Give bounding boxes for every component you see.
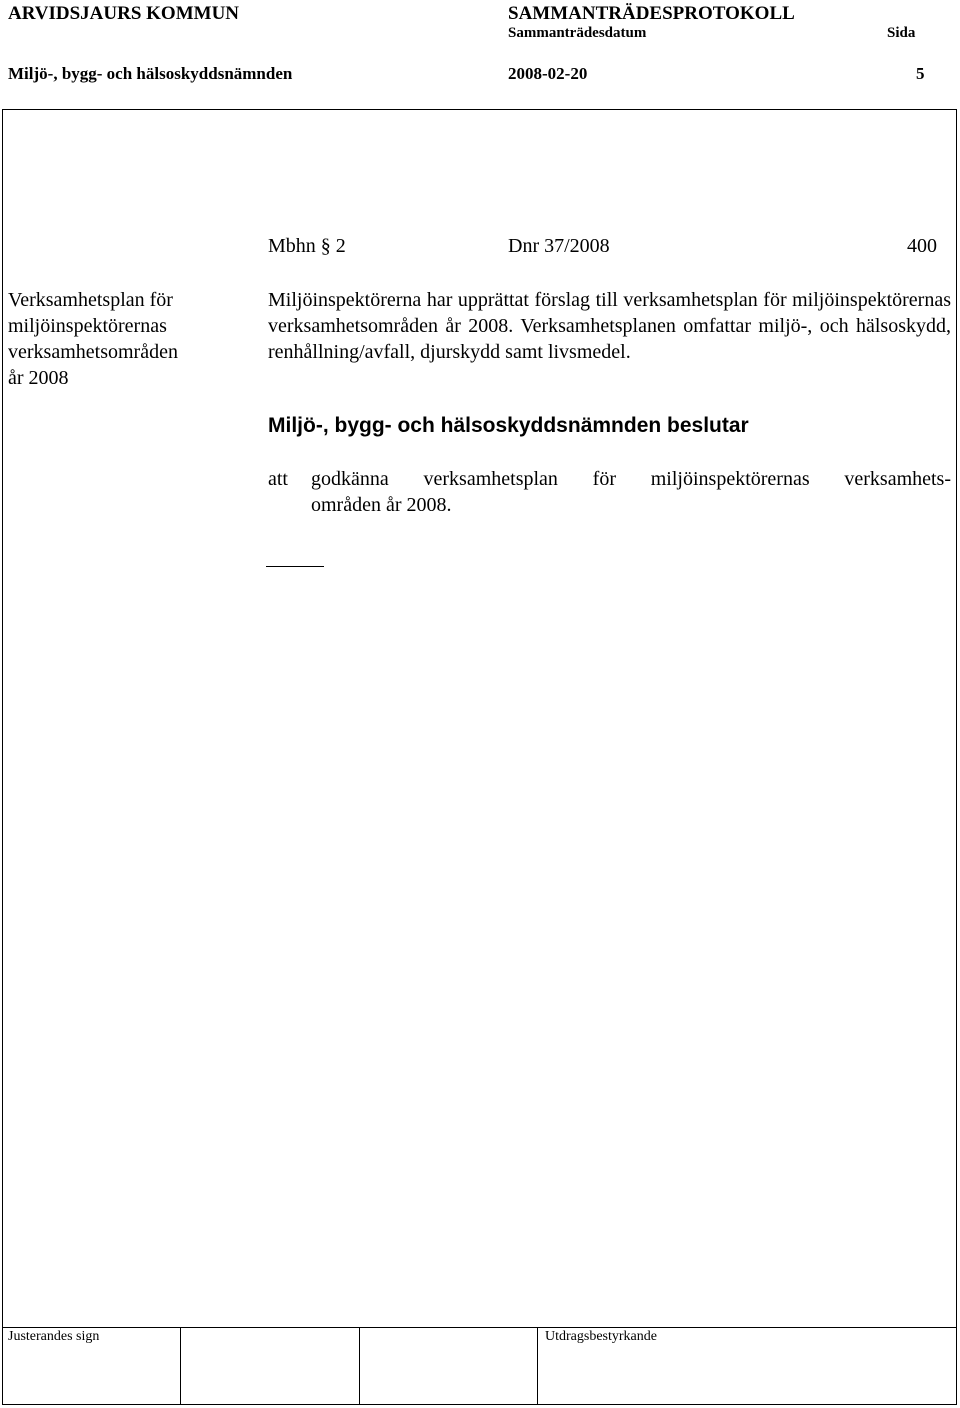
footer-column-divider [180, 1327, 181, 1405]
side-heading [8, 287, 248, 391]
footer-column-divider [359, 1327, 360, 1405]
item-code: 400 [907, 235, 937, 257]
decision-clause-line: godkänna verksamhetsplan för miljöinspektörernas verksamhets- [311, 468, 951, 490]
att-word: att [268, 468, 288, 490]
meeting-date: 2008-02-20 [508, 64, 588, 83]
side-heading-line: miljöinspektörernas [8, 315, 167, 337]
protocol-title: SAMMANTRÄDESPROTOKOLL [508, 3, 795, 24]
dnr-number: Dnr 37/2008 [508, 235, 610, 257]
footer-certification-label: Utdragsbestyrkande [545, 1329, 657, 1344]
decision-clause-line: områden år 2008. [311, 494, 452, 516]
paragraph-number: Mbhn § 2 [268, 235, 346, 257]
decision-heading: Miljö-, bygg- och hälsoskyddsnämnden beslutar [268, 414, 749, 437]
page-label: Sida [887, 25, 916, 41]
end-rule [266, 566, 324, 567]
meeting-date-label: Sammanträdesdatum [508, 25, 647, 41]
side-heading-line: år 2008 [8, 367, 69, 389]
committee-name: Miljö-, bygg- och hälsoskyddsnämnden [8, 64, 293, 83]
footer-divider [2, 1327, 957, 1328]
municipality-name: ARVIDSJAURS KOMMUN [8, 3, 240, 24]
footer-signature-label: Justerandes sign [8, 1329, 100, 1344]
decision-clause-text [311, 466, 951, 518]
footer-column-divider [537, 1327, 538, 1405]
side-heading-line: Verksamhetsplan för [8, 289, 173, 311]
side-heading-line: verksamhetsområden [8, 341, 178, 363]
item-body-text: Miljöinspektörerna har upprättat förslag till verksamhetsplan för miljöinspektörernas verksamhetsområden år 2008. Verksamhetsplanen omfattar miljö-, och hälsoskydd, renhållning/avfall, djurskydd samt livsmedel. [268, 289, 951, 363]
page-number: 5 [916, 64, 925, 83]
